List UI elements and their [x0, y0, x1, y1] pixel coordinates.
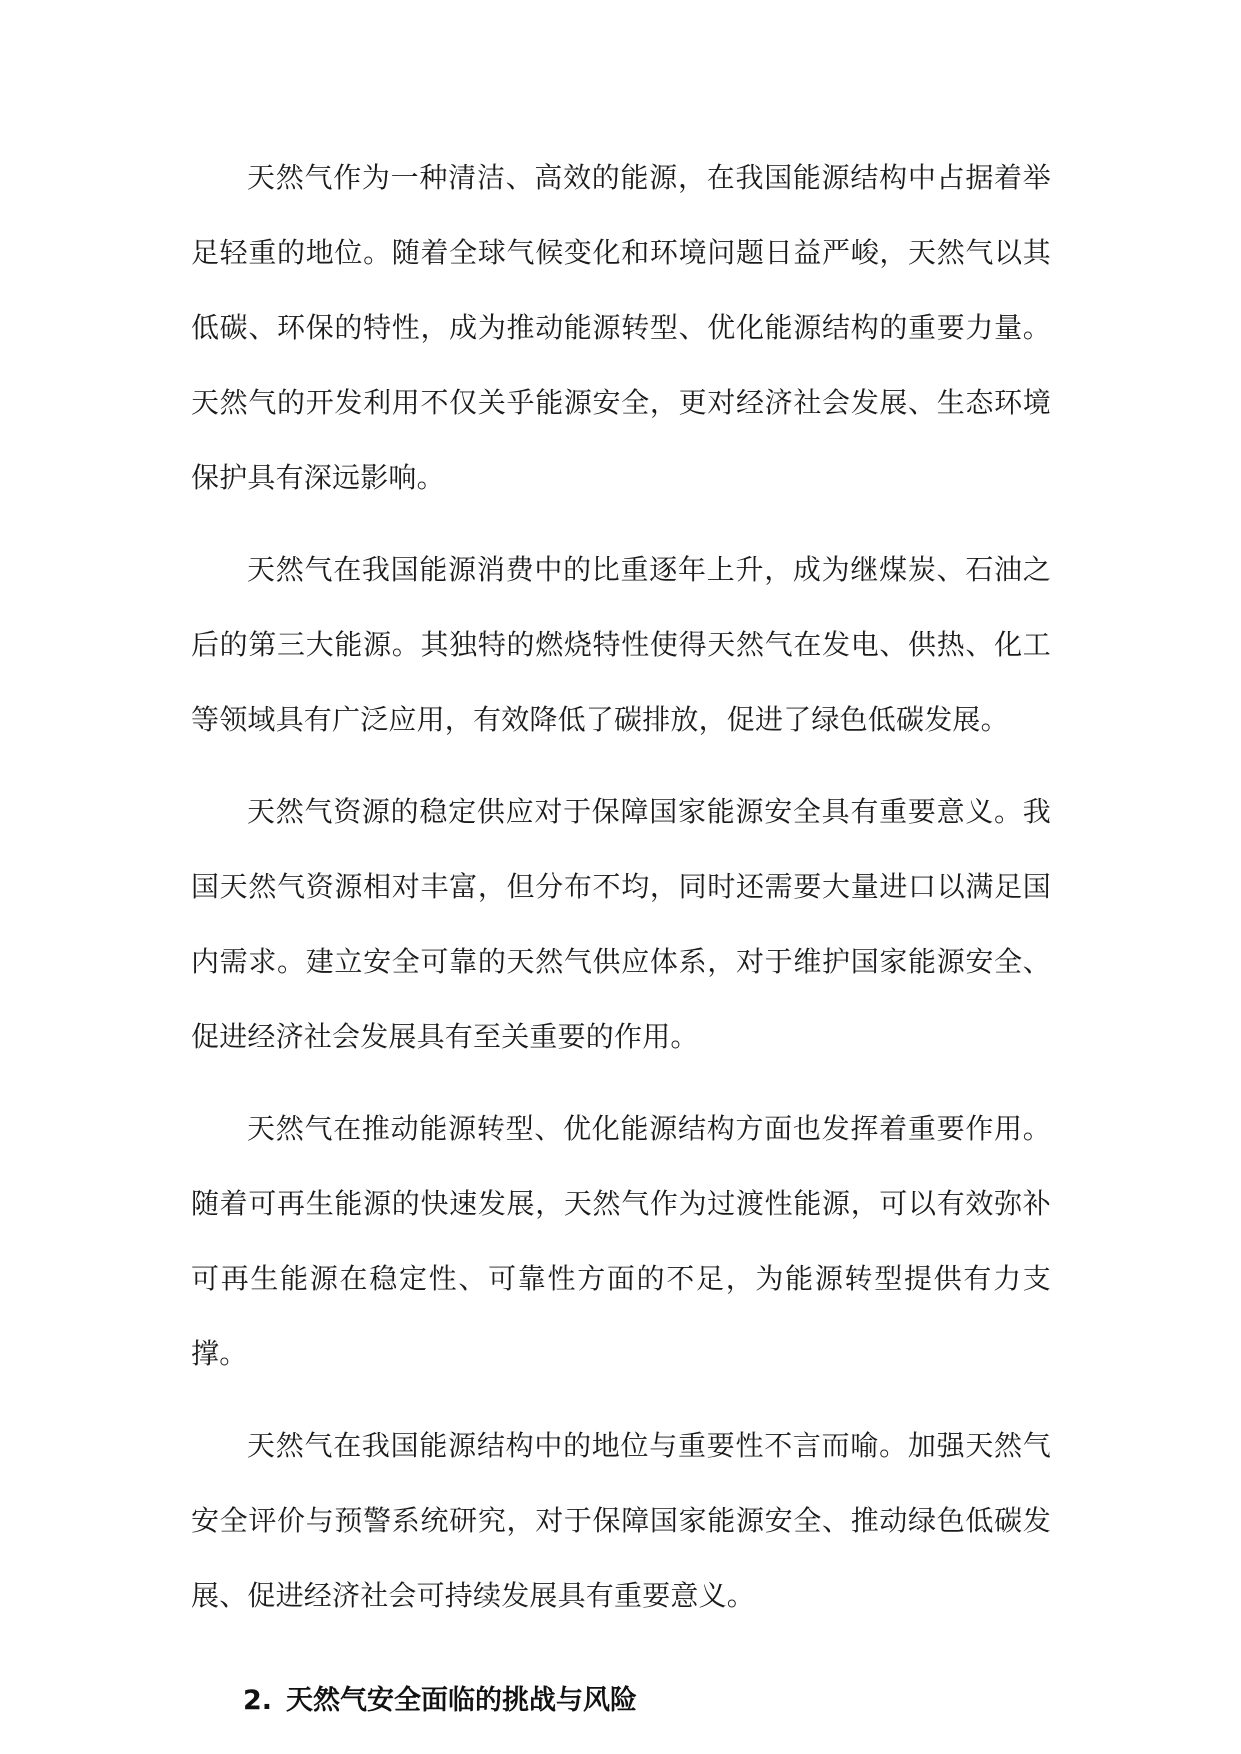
body-paragraph: 天然气在我国能源结构中的地位与重要性不言而喻。加强天然气安全评价与预警系统研究，对于保障国家能源安全、推动绿色低碳发展、促进经济社会可持续发展具有重要意义。: [191, 1429, 1051, 1612]
body-paragraph: 天然气资源的稳定供应对于保障国家能源安全具有重要意义。我国天然气资源相对丰富，但分布不均，同时还需要大量进口以满足国内需求。建立安全可靠的天然气供应体系，对于维护国家能源安全、促进经济社会发展具有至关重要的作用。: [191, 795, 1051, 1053]
body-paragraph: 天然气在我国能源消费中的比重逐年上升，成为继煤炭、石油之后的第三大能源。其独特的燃烧特性使得天然气在发电、供热、化工等领域具有广泛应用，有效降低了碳排放，促进了绿色低碳发展。: [191, 553, 1051, 736]
section-title: 天然气安全面临的挑战与风险: [286, 1685, 638, 1716]
section-number: 2.: [243, 1685, 273, 1716]
section-heading: [191, 1681, 1051, 1721]
body-paragraph: 天然气在推动能源转型、优化能源结构方面也发挥着重要作用。随着可再生能源的快速发展，天然气作为过渡性能源，可以有效弥补可再生能源在稳定性、可靠性方面的不足，为能源转型提供有力支撑。: [191, 1112, 1051, 1370]
body-paragraph: 天然气作为一种清洁、高效的能源，在我国能源结构中占据着举足轻重的地位。随着全球气候变化和环境问题日益严峻，天然气以其低碳、环保的特性，成为推动能源转型、优化能源结构的重要力量。天然气的开发利用不仅关乎能源安全，更对经济社会发展、生态环境保护具有深远影响。: [191, 161, 1051, 494]
document-body: [191, 140, 1051, 1721]
